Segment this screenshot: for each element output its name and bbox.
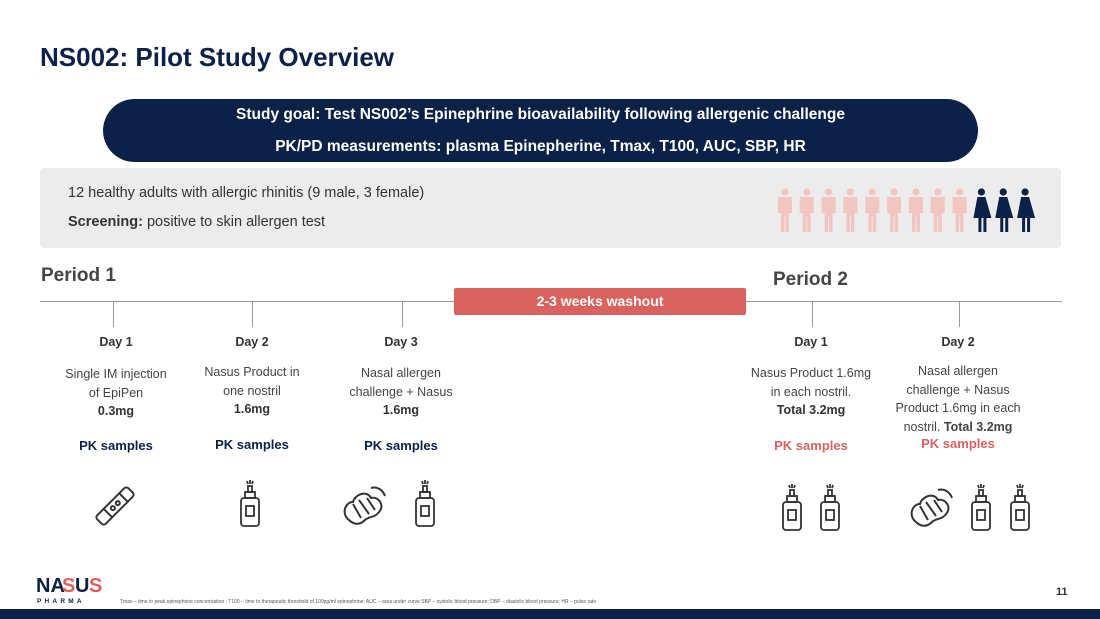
dose: Total 3.2mg [943,419,1013,434]
timeline-tick [812,302,813,327]
desc-plain: nostril. [903,419,944,434]
p2-day1-pk-samples: PK samples [774,438,848,453]
peanut-icon [908,486,956,530]
nasal-spray-icon [818,484,842,532]
pkpd-measurements-text: PK/PD measurements: plasma Epinepherine, Tmax, T100, AUC, SBP, HR [275,138,806,155]
p1-day3-label: Day 3 [384,335,418,349]
p2-day1-label: Day 1 [794,335,828,349]
desc-line: challenge + Nasus [349,384,453,399]
population-panel [40,168,1061,248]
nasus-pharma-logo [36,570,116,606]
male-figure-icon [931,188,945,232]
male-figure-icon [822,188,836,232]
male-figure-icon [909,188,923,232]
p1-day1-pk-samples: PK samples [79,438,153,453]
dose: Total 3.2mg [776,403,846,417]
dose: 1.6mg [382,403,420,417]
svg-text:PHARMA: PHARMA [37,598,85,605]
male-figure-icon [865,188,879,232]
washout-badge: 2-3 weeks washout [454,288,746,315]
nasal-spray-icon [238,480,262,528]
p2-day2-pk-samples: PK samples [921,436,995,451]
svg-text:S: S [62,575,76,597]
screening-text: positive to skin allergen test [142,214,326,230]
female-figure-icon [973,188,991,232]
nasal-spray-icon [1008,484,1032,532]
female-figure-icon [995,188,1013,232]
p1-day2-description [177,363,327,419]
male-figure-icon [953,188,967,232]
male-figure-icon [778,188,792,232]
footer-bar [0,609,1100,619]
page-title: NS002: Pilot Study Overview [40,42,395,72]
nasal-spray-icon [780,484,804,532]
svg-text:U: U [75,575,90,597]
desc-line: of EpiPen [88,385,144,400]
nasal-spray-icon [413,480,437,528]
period-2-label: Period 2 [773,269,848,290]
footnote: Tmax – time to peak epinephrine concentration ; T100 – time to therapeutic threshold of 100pg/ml epinephrine; AUC – area under curve SBP – systolic blood pressure; DBP – diastolic blood pressure; HR – pulse rate [120,599,597,605]
study-goal-text: Study goal: Test NS002’s Epinephrine bioavailability following allergenic challenge [236,106,845,123]
desc-line: Nasal allergen [918,364,998,378]
timeline-tick [402,302,403,327]
p1-day1-label: Day 1 [99,335,133,349]
p2-day2-label: Day 2 [941,335,975,349]
desc-line-last [883,418,1033,437]
male-figure-icon [887,188,901,232]
timeline-tick [252,302,253,327]
desc-line: one nostril [223,383,281,398]
study-goal-banner [103,99,978,162]
p1-day1-description [41,365,191,421]
p1-day3-pk-samples: PK samples [364,438,438,453]
desc-line: Single IM injection [65,367,167,381]
participants-figure-group [774,188,1036,232]
p2-day1-description [736,364,886,420]
desc-line: Nasus Product in [204,365,300,379]
desc-line: Nasus Product 1.6mg [750,366,872,380]
population-description: 12 healthy adults with allergic rhinitis (9 male, 3 female) [68,185,425,201]
epipen-icon [92,482,138,530]
desc-line: challenge + Nasus [906,382,1010,397]
page-number: 11 [1056,586,1068,598]
p1-day3-description [326,364,476,420]
timeline-tick [959,302,960,327]
p1-day2-pk-samples: PK samples [215,437,289,452]
desc-line: Product 1.6mg in each [895,401,1021,415]
screening-line [68,214,325,230]
female-figure-icon [1017,188,1035,232]
p1-day2-label: Day 2 [235,335,269,349]
male-figure-icon [843,188,857,232]
svg-text:NA: NA [36,575,65,597]
screening-label: Screening: [68,214,143,230]
dose: 0.3mg [97,404,135,418]
desc-line: in each nostril. [770,384,852,399]
peanut-icon [341,484,389,528]
timeline-tick [113,302,114,327]
p2-day2-description [883,362,1033,436]
dose: 1.6mg [233,402,271,416]
svg-text:S: S [89,575,103,597]
male-figure-icon [800,188,814,232]
period-1-label: Period 1 [41,265,116,286]
nasal-spray-icon [969,484,993,532]
desc-line: Nasal allergen [361,366,441,380]
